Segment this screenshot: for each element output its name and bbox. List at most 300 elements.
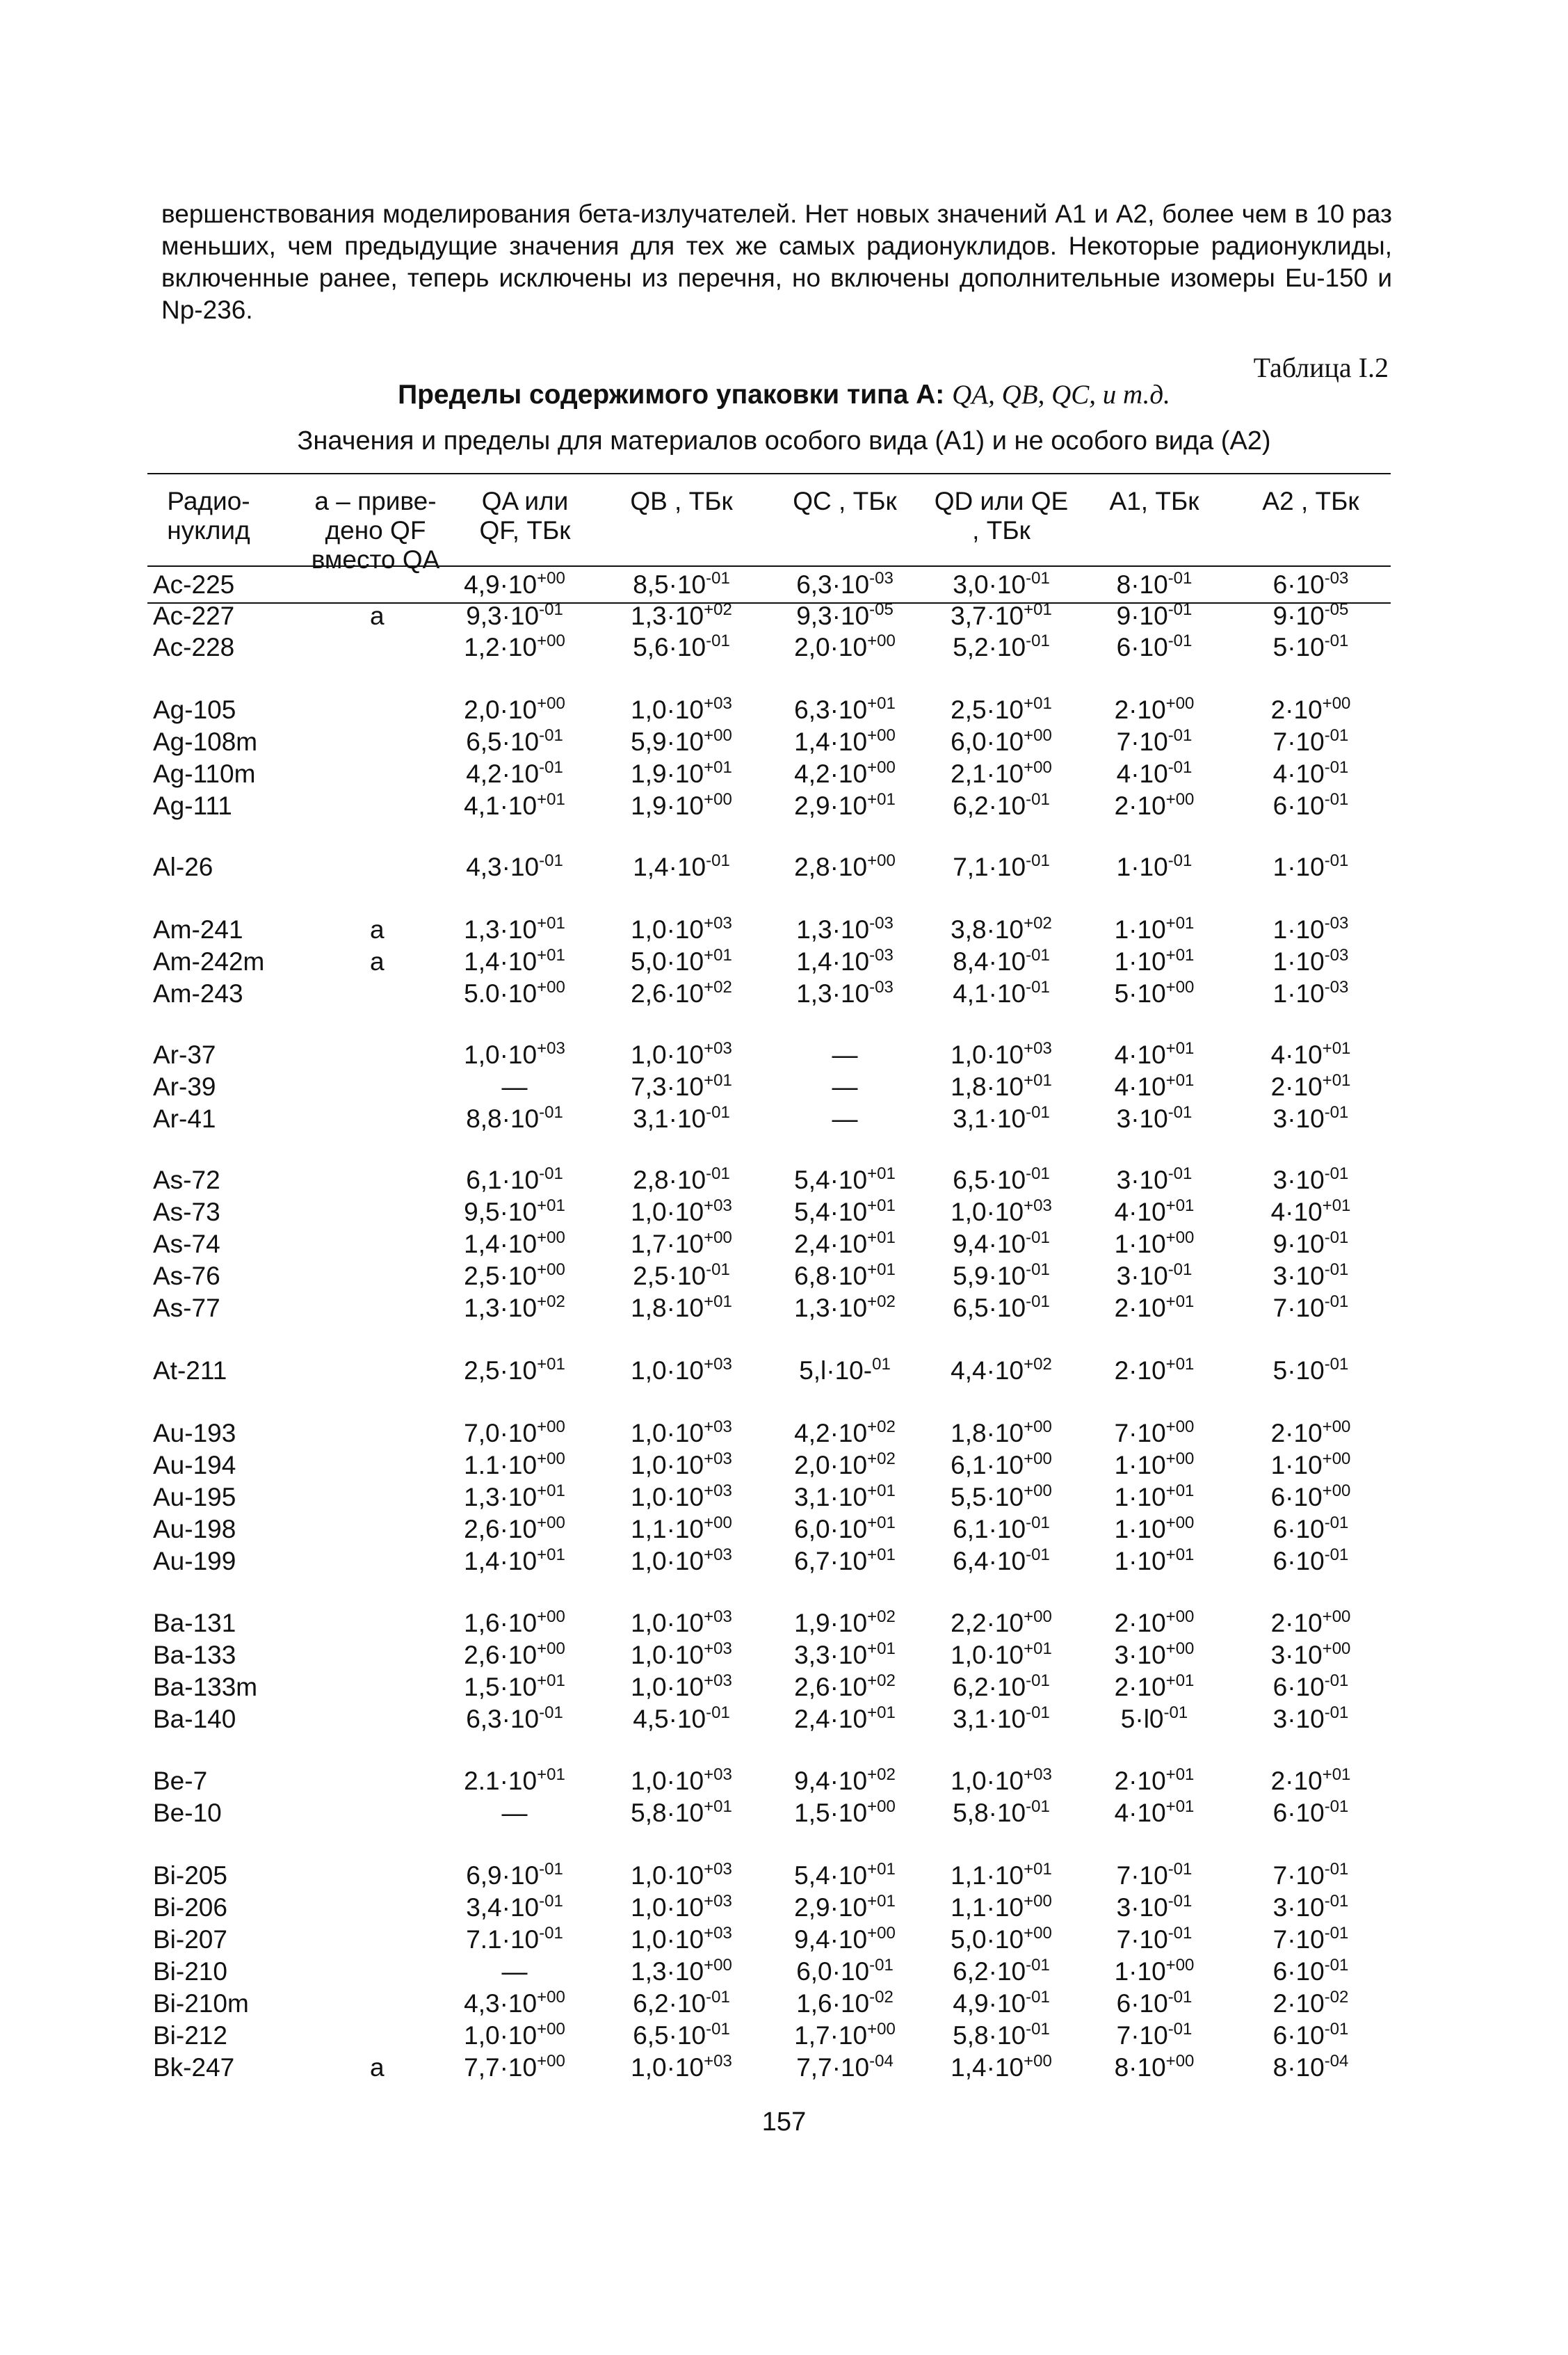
cell-a1: $6\cdot 10^{-01}$ (1116, 1988, 1193, 2018)
table-row (0, 915, 1568, 947)
cell-qd: $1,0\cdot 10^{+03}$ (951, 1196, 1052, 1226)
cell-a1: $2\cdot 10^{+00}$ (1114, 694, 1195, 724)
cell-qd: $1,0\cdot 10^{+01}$ (951, 1639, 1052, 1669)
header-nuclide: Радио- нуклид (167, 487, 250, 545)
cell-a1: $1\cdot 10^{+01}$ (1114, 914, 1195, 944)
table-row (0, 602, 1568, 634)
cell-qd: $9,4\cdot 10^{-01}$ (953, 1228, 1050, 1258)
cell-qb: $3,1\cdot 10^{-01}$ (633, 1103, 730, 1133)
cell-qa: $4,3\cdot 10^{+00}$ (464, 1988, 565, 2018)
cell-nuclide: Ar-39 (153, 1072, 216, 1101)
cell-qa: $6,3\cdot 10^{-01}$ (466, 1703, 563, 1733)
cell-nuclide: Al-26 (153, 853, 213, 881)
cell-qd: $4,4\cdot 10^{+02}$ (951, 1355, 1052, 1385)
cell-a1: $1\cdot 10^{+00}$ (1114, 1228, 1195, 1258)
table-title-symbols: QA, QB, QC, и т.д. (952, 380, 1170, 410)
table-row (0, 570, 1568, 602)
cell-a2: $4\cdot 10^{+01}$ (1270, 1039, 1351, 1069)
cell-a1: $3\cdot 10^{-01}$ (1116, 1892, 1193, 1922)
cell-qb: $1,0\cdot 10^{+03}$ (631, 2052, 732, 2082)
cell-qc: $2,0\cdot 10^{+02}$ (794, 1449, 896, 1479)
cell-qc: $5,4\cdot 10^{+01}$ (794, 1196, 896, 1226)
cell-qd: $2,1\cdot 10^{+00}$ (951, 758, 1052, 788)
cell-qd: $2,5\cdot 10^{+01}$ (951, 694, 1052, 724)
cell-a1: $1\cdot 10^{+00}$ (1114, 1956, 1195, 1986)
cell-qd: $3,1\cdot 10^{-01}$ (953, 1103, 1050, 1133)
cell-nuclide: Am-242m (153, 947, 265, 976)
cell-a1: $8\cdot 10^{-01}$ (1116, 569, 1193, 599)
cell-qa: $7.1\cdot 10^{-01}$ (466, 1924, 563, 1954)
cell-a2: $3\cdot 10^{-01}$ (1272, 1103, 1349, 1133)
cell-qc: $1,3\cdot 10^{-03}$ (796, 914, 894, 944)
cell-a2: $3\cdot 10^{-01}$ (1272, 1260, 1349, 1290)
cell-qa: — (501, 1957, 528, 1986)
cell-nuclide: Bk-247 (153, 2053, 235, 2082)
cell-a1: $1\cdot 10^{+00}$ (1114, 1449, 1195, 1479)
cell-a2: $1\cdot 10^{+00}$ (1270, 1449, 1351, 1479)
cell-qa: $2,5\cdot 10^{+01}$ (464, 1355, 565, 1385)
cell-qc: $3,3\cdot 10^{+01}$ (794, 1639, 896, 1669)
cell-a1: $4\cdot 10^{-01}$ (1116, 758, 1193, 788)
cell-qc: $2,8\cdot 10^{+00}$ (794, 851, 896, 881)
table-label: Таблица I.2 (1253, 352, 1389, 383)
table-title (0, 379, 1568, 410)
header-qd: QD или QE , ТБк (934, 487, 1069, 545)
cell-a1: $7\cdot 10^{-01}$ (1116, 1860, 1193, 1890)
cell-qa: $1,3\cdot 10^{+01}$ (464, 1481, 565, 1511)
cell-qd: $6,1\cdot 10^{+00}$ (951, 1449, 1052, 1479)
cell-a2: $2\cdot 10^{+00}$ (1270, 694, 1351, 724)
cell-qb: $1,0\cdot 10^{+03}$ (631, 1039, 732, 1069)
cell-qb: $2,8\cdot 10^{-01}$ (633, 1164, 730, 1194)
cell-qd: $5,9\cdot 10^{-01}$ (953, 1260, 1050, 1290)
cell-a1: $2\cdot 10^{+01}$ (1114, 1292, 1195, 1322)
cell-qc: $2,4\cdot 10^{+01}$ (794, 1228, 896, 1258)
header-qc: QC , ТБк (793, 487, 897, 515)
cell-nuclide: Am-241 (153, 915, 243, 944)
cell-flag: a (370, 947, 385, 976)
cell-nuclide: Bi-210m (153, 1989, 249, 2018)
cell-qd: $1,8\cdot 10^{+00}$ (951, 1417, 1052, 1447)
cell-qc: $1,4\cdot 10^{+00}$ (794, 726, 896, 756)
cell-qa: $1.1\cdot 10^{+00}$ (464, 1449, 565, 1479)
header-a2: A2 , ТБк (1262, 487, 1359, 515)
header-a1: A1, ТБк (1109, 487, 1199, 515)
table-row (0, 1641, 1568, 1673)
cell-a2: $3\cdot 10^{-01}$ (1272, 1892, 1349, 1922)
cell-qc: $9,4\cdot 10^{+02}$ (794, 1765, 896, 1795)
table-title-prefix: Пределы содержимого упаковки типа А: (398, 380, 945, 410)
cell-a1: $2\cdot 10^{+00}$ (1114, 1607, 1195, 1637)
cell-qb: $1,0\cdot 10^{+03}$ (631, 1892, 732, 1922)
cell-qc: $7,7\cdot 10^{-04}$ (796, 2052, 894, 2082)
cell-qd: $5,5\cdot 10^{+00}$ (951, 1481, 1052, 1511)
cell-flag: a (370, 602, 385, 630)
cell-nuclide: As-72 (153, 1166, 220, 1194)
cell-a1: $7\cdot 10^{-01}$ (1116, 726, 1193, 756)
cell-qc: $3,1\cdot 10^{+01}$ (794, 1481, 896, 1511)
cell-a2: $1\cdot 10^{-03}$ (1272, 946, 1349, 976)
cell-qc: $1,5\cdot 10^{+00}$ (794, 1797, 896, 1827)
cell-qd: $6,5\cdot 10^{-01}$ (953, 1164, 1050, 1194)
cell-qa: $6,9\cdot 10^{-01}$ (466, 1860, 563, 1890)
header-flag: а – приве- дено QF вместо QA (311, 487, 440, 574)
cell-qb: $1,3\cdot 10^{+02}$ (631, 600, 732, 630)
cell-qb: $1,7\cdot 10^{+00}$ (631, 1228, 732, 1258)
cell-qd: $1,0\cdot 10^{+03}$ (951, 1039, 1052, 1069)
table-subtitle: Значения и пределы для материалов особого вида (A1) и не особого вида (A2) (297, 426, 1271, 456)
cell-a2: $6\cdot 10^{-01}$ (1272, 1545, 1349, 1575)
cell-qb: $5,0\cdot 10^{+01}$ (631, 946, 732, 976)
cell-qa: $5.0\cdot 10^{+00}$ (464, 978, 565, 1008)
cell-a1: $3\cdot 10^{-01}$ (1116, 1164, 1193, 1194)
table-row (0, 1198, 1568, 1230)
cell-qd: $2,2\cdot 10^{+00}$ (951, 1607, 1052, 1637)
cell-nuclide: As-74 (153, 1230, 220, 1258)
cell-qd: $3,7\cdot 10^{+01}$ (951, 600, 1052, 630)
cell-a1: $1\cdot 10^{+01}$ (1114, 1545, 1195, 1575)
cell-nuclide: Au-194 (153, 1451, 236, 1479)
cell-qb: $5,8\cdot 10^{+01}$ (631, 1797, 732, 1827)
cell-a2: $3\cdot 10^{-01}$ (1272, 1703, 1349, 1733)
cell-qc: $2,0\cdot 10^{+00}$ (794, 632, 896, 661)
table-row (0, 2053, 1568, 2085)
cell-qc: $2,4\cdot 10^{+01}$ (794, 1703, 896, 1733)
cell-qa: $6,5\cdot 10^{-01}$ (466, 726, 563, 756)
cell-nuclide: Au-198 (153, 1515, 236, 1543)
table-row (0, 696, 1568, 728)
header-qb: QB , ТБк (630, 487, 733, 515)
cell-nuclide: Ar-37 (153, 1040, 216, 1069)
cell-nuclide: Ba-131 (153, 1609, 236, 1637)
cell-qc: $6,3\cdot 10^{-03}$ (796, 569, 894, 599)
cell-qc: — (832, 1072, 858, 1101)
table-row (0, 1230, 1568, 1262)
cell-a2: $6\cdot 10^{-01}$ (1272, 1797, 1349, 1827)
cell-qd: $5,8\cdot 10^{-01}$ (953, 1797, 1050, 1827)
cell-a2: $9\cdot 10^{-05}$ (1272, 600, 1349, 630)
cell-a2: $6\cdot 10^{+00}$ (1270, 1481, 1351, 1511)
cell-qc: $9,3\cdot 10^{-05}$ (796, 600, 894, 630)
cell-a2: $4\cdot 10^{+01}$ (1270, 1196, 1351, 1226)
cell-a2: $2\cdot 10^{-02}$ (1272, 1988, 1349, 2018)
cell-a1: $2\cdot 10^{+01}$ (1114, 1355, 1195, 1385)
table-row (0, 1451, 1568, 1483)
cell-qd: $3,8\cdot 10^{+02}$ (951, 914, 1052, 944)
cell-qd: $3,0\cdot 10^{-01}$ (953, 569, 1050, 599)
cell-qc: $1,3\cdot 10^{-03}$ (796, 978, 894, 1008)
cell-qc: $6,8\cdot 10^{+01}$ (794, 1260, 896, 1290)
cell-qd: $6,1\cdot 10^{-01}$ (953, 1513, 1050, 1543)
cell-qa: — (501, 1799, 528, 1827)
cell-qc: $5,4\cdot 10^{+01}$ (794, 1860, 896, 1890)
cell-a2: $6\cdot 10^{-01}$ (1272, 2020, 1349, 2050)
cell-a2: $2\cdot 10^{+00}$ (1270, 1607, 1351, 1637)
cell-qa: $7,0\cdot 10^{+00}$ (464, 1417, 565, 1447)
cell-qb: $1,0\cdot 10^{+03}$ (631, 1639, 732, 1669)
cell-nuclide: Be-7 (153, 1767, 208, 1795)
cell-qb: $1,3\cdot 10^{+00}$ (631, 1956, 732, 1986)
table-row (0, 1262, 1568, 1294)
cell-qd: $6,2\cdot 10^{-01}$ (953, 790, 1050, 820)
cell-qa: $1,4\cdot 10^{+00}$ (464, 1228, 565, 1258)
cell-nuclide: Bi-206 (153, 1893, 227, 1922)
table-row (0, 1483, 1568, 1515)
cell-nuclide: Ar-41 (153, 1104, 216, 1133)
header-qa: QA или QF, ТБк (479, 487, 571, 545)
cell-qa: $4,2\cdot 10^{-01}$ (466, 758, 563, 788)
cell-a2: $6\cdot 10^{-01}$ (1272, 1671, 1349, 1701)
cell-qd: $1,1\cdot 10^{+01}$ (951, 1860, 1052, 1890)
cell-qc: $2,9\cdot 10^{+01}$ (794, 790, 896, 820)
cell-qd: $6,0\cdot 10^{+00}$ (951, 726, 1052, 756)
cell-nuclide: Be-10 (153, 1799, 222, 1827)
table-row (0, 791, 1568, 823)
cell-qb: $2,6\cdot 10^{+02}$ (631, 978, 732, 1008)
cell-a1: $4\cdot 10^{+01}$ (1114, 1196, 1195, 1226)
cell-qc: — (832, 1040, 858, 1069)
cell-a2: $4\cdot 10^{-01}$ (1272, 758, 1349, 788)
cell-nuclide: Ac-225 (153, 570, 235, 599)
cell-a1: $7\cdot 10^{+00}$ (1114, 1417, 1195, 1447)
cell-a1: $1\cdot 10^{-01}$ (1116, 851, 1193, 881)
cell-a1: $4\cdot 10^{+01}$ (1114, 1071, 1195, 1101)
cell-qc: $4,2\cdot 10^{+02}$ (794, 1417, 896, 1447)
cell-a2: $2\cdot 10^{+01}$ (1270, 1071, 1351, 1101)
cell-qa: $6,1\cdot 10^{-01}$ (466, 1164, 563, 1194)
cell-qb: $1,0\cdot 10^{+03}$ (631, 1671, 732, 1701)
cell-nuclide: Bi-207 (153, 1925, 227, 1954)
cell-nuclide: As-76 (153, 1262, 220, 1290)
table-row (0, 1767, 1568, 1799)
table-row (0, 633, 1568, 665)
cell-nuclide: Au-193 (153, 1419, 236, 1447)
cell-qc: $2,6\cdot 10^{+02}$ (794, 1671, 896, 1701)
cell-a1: $8\cdot 10^{+00}$ (1114, 2052, 1195, 2082)
table-row (0, 1861, 1568, 1893)
cell-qa: $4,3\cdot 10^{-01}$ (466, 851, 563, 881)
cell-qd: $6,2\cdot 10^{-01}$ (953, 1956, 1050, 1986)
cell-qb: $6,5\cdot 10^{-01}$ (633, 2020, 730, 2050)
cell-qc: 5,l·10-$^{01}$ (799, 1355, 891, 1385)
cell-qc: $6,0\cdot 10^{-01}$ (796, 1956, 894, 1986)
cell-a2: $7\cdot 10^{-01}$ (1272, 1292, 1349, 1322)
cell-qc: $1,7\cdot 10^{+00}$ (794, 2020, 896, 2050)
cell-nuclide: Ag-111 (153, 791, 232, 820)
cell-qa: $1,4\cdot 10^{+01}$ (464, 946, 565, 976)
cell-nuclide: Bi-210 (153, 1957, 227, 1986)
table-row (0, 1893, 1568, 1925)
cell-qa: $2,5\cdot 10^{+00}$ (464, 1260, 565, 1290)
cell-qa: $8,8\cdot 10^{-01}$ (466, 1103, 563, 1133)
cell-flag: a (370, 915, 385, 944)
table-row (0, 1040, 1568, 1072)
table-row (0, 1515, 1568, 1547)
cell-qb: $6,2\cdot 10^{-01}$ (633, 1988, 730, 2018)
cell-qa: $2,0\cdot 10^{+00}$ (464, 694, 565, 724)
cell-qa: $1,0\cdot 10^{+03}$ (464, 1039, 565, 1069)
cell-a2: $6\cdot 10^{-01}$ (1272, 1956, 1349, 1986)
cell-a2: $2\cdot 10^{+00}$ (1270, 1417, 1351, 1447)
cell-qa: $4,9\cdot 10^{+00}$ (464, 569, 565, 599)
cell-qa: $9,5\cdot 10^{+01}$ (464, 1196, 565, 1226)
table-row (0, 1166, 1568, 1198)
cell-qc: $2,9\cdot 10^{+01}$ (794, 1892, 896, 1922)
header-bottom-rule (147, 565, 1391, 567)
cell-qb: $1,1\cdot 10^{+00}$ (631, 1513, 732, 1543)
cell-a1: $4\cdot 10^{+01}$ (1114, 1039, 1195, 1069)
cell-nuclide: Bi-205 (153, 1861, 227, 1890)
cell-nuclide: Ag-110m (153, 759, 256, 788)
cell-qb: $2,5\cdot 10^{-01}$ (633, 1260, 730, 1290)
cell-qb: $1,0\cdot 10^{+03}$ (631, 1355, 732, 1385)
cell-qc: — (832, 1104, 858, 1133)
cell-qa: $1,4\cdot 10^{+01}$ (464, 1545, 565, 1575)
cell-nuclide: As-77 (153, 1294, 220, 1322)
cell-qb: $1,0\cdot 10^{+03}$ (631, 1924, 732, 1954)
cell-qa: $2.1\cdot 10^{+01}$ (464, 1765, 565, 1795)
cell-flag: a (370, 2053, 385, 2082)
cell-a2: $7\cdot 10^{-01}$ (1272, 1924, 1349, 1954)
cell-a1: $4\cdot 10^{+01}$ (1114, 1797, 1195, 1827)
cell-a2: $7\cdot 10^{-01}$ (1272, 1860, 1349, 1890)
cell-qb: $5,6\cdot 10^{-01}$ (633, 632, 730, 661)
table-row (0, 979, 1568, 1011)
cell-qb: $1,8\cdot 10^{+01}$ (631, 1292, 732, 1322)
table-row (0, 1547, 1568, 1579)
cell-a2: $1\cdot 10^{-01}$ (1272, 851, 1349, 881)
cell-qc: $6,0\cdot 10^{+01}$ (794, 1513, 896, 1543)
cell-a2: $5\cdot 10^{-01}$ (1272, 1355, 1349, 1385)
cell-qd: $5,2\cdot 10^{-01}$ (953, 632, 1050, 661)
cell-a1: $3\cdot 10^{+00}$ (1114, 1639, 1195, 1669)
cell-nuclide: Ba-140 (153, 1705, 236, 1733)
cell-qb: $7,3\cdot 10^{+01}$ (631, 1071, 732, 1101)
cell-qd: $7,1\cdot 10^{-01}$ (953, 851, 1050, 881)
cell-qb: $1,0\cdot 10^{+03}$ (631, 694, 732, 724)
cell-nuclide: Ac-227 (153, 602, 235, 630)
page-number: 157 (761, 2107, 807, 2137)
cell-a1: $5\cdot l0^{-01}$ (1120, 1703, 1188, 1733)
cell-qd: $6,5\cdot 10^{-01}$ (953, 1292, 1050, 1322)
cell-a1: $1\cdot 10^{+00}$ (1114, 1513, 1195, 1543)
cell-qb: $1,0\cdot 10^{+03}$ (631, 1607, 732, 1637)
cell-qa: $1,3\cdot 10^{+02}$ (464, 1292, 565, 1322)
cell-qa: $7,7\cdot 10^{+00}$ (464, 2052, 565, 2082)
cell-qb: $1,4\cdot 10^{-01}$ (633, 851, 730, 881)
cell-qa: $2,6\cdot 10^{+00}$ (464, 1639, 565, 1669)
table-row (0, 1294, 1568, 1326)
cell-qd: $3,1\cdot 10^{-01}$ (953, 1703, 1050, 1733)
cell-qa: $4,1\cdot 10^{+01}$ (464, 790, 565, 820)
cell-qb: $1,0\cdot 10^{+03}$ (631, 914, 732, 944)
cell-nuclide: Ag-105 (153, 696, 236, 724)
cell-a1: $5\cdot 10^{+00}$ (1114, 978, 1195, 1008)
table-row (0, 853, 1568, 885)
cell-qa: — (501, 1072, 528, 1101)
table-row (0, 1609, 1568, 1641)
cell-nuclide: Ba-133m (153, 1673, 258, 1701)
table-row (0, 728, 1568, 759)
cell-a1: $3\cdot 10^{-01}$ (1116, 1260, 1193, 1290)
cell-qc: $1,6\cdot 10^{-02}$ (796, 1988, 894, 2018)
cell-a1: $7\cdot 10^{-01}$ (1116, 1924, 1193, 1954)
table-row (0, 1104, 1568, 1136)
table-row (0, 1072, 1568, 1104)
table-row (0, 1799, 1568, 1831)
cell-qa: $3,4\cdot 10^{-01}$ (466, 1892, 563, 1922)
cell-a2: $5\cdot 10^{-01}$ (1272, 632, 1349, 661)
cell-nuclide: Bi-212 (153, 2021, 227, 2050)
cell-a1: $2\cdot 10^{+01}$ (1114, 1765, 1195, 1795)
cell-a1: $9\cdot 10^{-01}$ (1116, 600, 1193, 630)
cell-nuclide: Ba-133 (153, 1641, 236, 1669)
table-row (0, 1957, 1568, 1989)
table-row (0, 1925, 1568, 1957)
cell-qd: $1,1\cdot 10^{+00}$ (951, 1892, 1052, 1922)
cell-nuclide: Au-195 (153, 1483, 236, 1511)
cell-qc: $6,3\cdot 10^{+01}$ (794, 694, 896, 724)
cell-nuclide: As-73 (153, 1198, 220, 1226)
cell-a2: $1\cdot 10^{-03}$ (1272, 978, 1349, 1008)
cell-qc: $9,4\cdot 10^{+00}$ (794, 1924, 896, 1954)
table-row (0, 1356, 1568, 1388)
cell-qa: $1,6\cdot 10^{+00}$ (464, 1607, 565, 1637)
intro-paragraph: вершенствования моделирования бета-излучателей. Нет новых значений A1 и A2, более чем в 10 раз меньших, чем предыдущие значения для тех же самых радионуклидов. Некоторые радионуклиды, включенные ранее, теперь исключены из перечня, но включены дополнительные изомеры Eu-150 и Np-236. (161, 200, 1392, 324)
cell-a2: $9\cdot 10^{-01}$ (1272, 1228, 1349, 1258)
cell-a1: $6\cdot 10^{-01}$ (1116, 632, 1193, 661)
cell-qc: $1,3\cdot 10^{+02}$ (794, 1292, 896, 1322)
cell-a2: $8\cdot 10^{-04}$ (1272, 2052, 1349, 2082)
cell-a1: $2\cdot 10^{+01}$ (1114, 1671, 1195, 1701)
cell-qd: $4,9\cdot 10^{-01}$ (953, 1988, 1050, 2018)
cell-qb: $1,0\cdot 10^{+03}$ (631, 1481, 732, 1511)
cell-qd: $1,8\cdot 10^{+01}$ (951, 1071, 1052, 1101)
cell-qc: $5,4\cdot 10^{+01}$ (794, 1164, 896, 1194)
cell-a1: $7\cdot 10^{-01}$ (1116, 2020, 1193, 2050)
cell-a1: $1\cdot 10^{+01}$ (1114, 1481, 1195, 1511)
cell-qb: $1,0\cdot 10^{+03}$ (631, 1196, 732, 1226)
cell-nuclide: Ac-228 (153, 633, 235, 661)
table-row (0, 1705, 1568, 1737)
cell-qb: $1,9\cdot 10^{+00}$ (631, 790, 732, 820)
cell-qb: $1,9\cdot 10^{+01}$ (631, 758, 732, 788)
table-row (0, 947, 1568, 979)
cell-a2: $7\cdot 10^{-01}$ (1272, 726, 1349, 756)
cell-qb: $1,0\cdot 10^{+03}$ (631, 1417, 732, 1447)
table-row (0, 1673, 1568, 1705)
cell-a2: $2\cdot 10^{+01}$ (1270, 1765, 1351, 1795)
cell-qd: $1,4\cdot 10^{+00}$ (951, 2052, 1052, 2082)
cell-qc: $1,4\cdot 10^{-03}$ (796, 946, 894, 976)
cell-qd: $1,0\cdot 10^{+03}$ (951, 1765, 1052, 1795)
cell-qb: $1,0\cdot 10^{+03}$ (631, 1545, 732, 1575)
cell-qb: $8,5\cdot 10^{-01}$ (633, 569, 730, 599)
cell-a2: $6\cdot 10^{-03}$ (1272, 569, 1349, 599)
cell-qc: $1,9\cdot 10^{+02}$ (794, 1607, 896, 1637)
cell-a1: $3\cdot 10^{-01}$ (1116, 1103, 1193, 1133)
cell-qa: $1,5\cdot 10^{+01}$ (464, 1671, 565, 1701)
table-row (0, 1419, 1568, 1451)
cell-qd: $6,2\cdot 10^{-01}$ (953, 1671, 1050, 1701)
cell-qc: $6,7\cdot 10^{+01}$ (794, 1545, 896, 1575)
cell-a2: $6\cdot 10^{-01}$ (1272, 790, 1349, 820)
table-row (0, 1989, 1568, 2021)
cell-a2: $6\cdot 10^{-01}$ (1272, 1513, 1349, 1543)
cell-qa: $2,6\cdot 10^{+00}$ (464, 1513, 565, 1543)
cell-qd: $4,1\cdot 10^{-01}$ (953, 978, 1050, 1008)
cell-qa: $1,2\cdot 10^{+00}$ (464, 632, 565, 661)
